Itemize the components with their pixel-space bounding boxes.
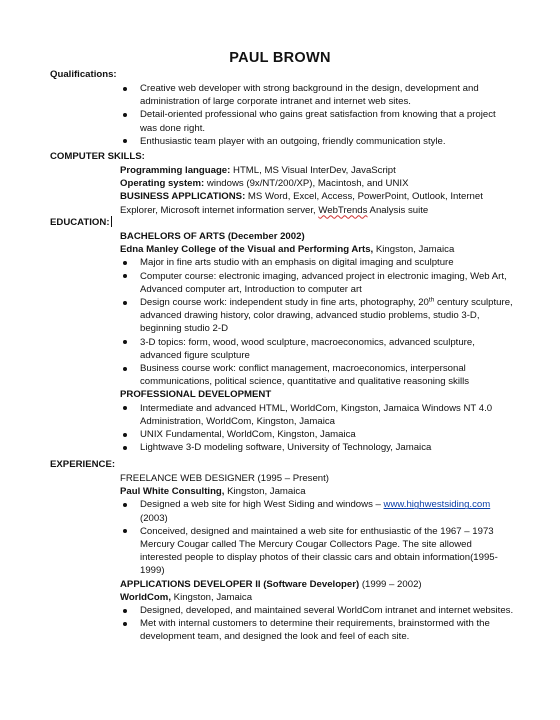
experience-section — [120, 472, 515, 644]
job1-item-year: (2003) — [140, 512, 168, 524]
apps-line — [120, 190, 515, 216]
job-title-dates: (1999 – 2002) — [359, 578, 422, 590]
text-cursor — [111, 216, 112, 227]
job-title — [120, 578, 515, 591]
education-label-text: EDUCATION: — [50, 217, 110, 228]
os-label: Operating system: — [120, 178, 205, 190]
education-section — [120, 230, 515, 454]
programming-line — [120, 164, 515, 177]
qualifications-list — [120, 82, 515, 148]
apps-label: BUSINESS APPLICATIONS: — [120, 191, 246, 203]
list-item: Conceived, designed and maintained a web site for enthusiastic of the 1967 – 1973 Mercury Cougar called The Mercury Cougar Collectors Page. The site allowed interested people to display photos of their classic cars and obtain information(1995-1999) — [120, 525, 515, 578]
list-item: UNIX Fundamental, WorldCom, Kingston, Jamaica — [120, 428, 515, 441]
design-course-text-cont: century sculpture, advanced drawing history, color drawing, advanced studio problems, studio 3-D, beginning studio 2-D — [140, 297, 513, 335]
os-line — [120, 177, 515, 190]
apps-value: MS Word, Excel, Access, PowerPoint, Outlook, Internet Explorer, Microsoft internet information server, — [120, 191, 483, 216]
resume-name: PAUL BROWN — [229, 50, 331, 66]
education-label — [50, 216, 112, 229]
job1-list — [120, 498, 515, 577]
ordinal-suffix: th — [428, 296, 435, 304]
qualifications-label: Qualifications: — [50, 69, 117, 80]
design-course-text: Design course work: independent study in fine arts, photography, 20 — [140, 297, 429, 309]
list-item — [120, 296, 515, 336]
list-item: Enthusiastic team player with an outgoing, friendly communication style. — [120, 135, 515, 148]
professional-development-heading: PROFESSIONAL DEVELOPMENT — [120, 389, 272, 401]
list-item: 3-D topics: form, wood, wood sculpture, macroeconomics, advanced sculpture, advanced figure sculpture — [120, 336, 515, 362]
spellcheck-word: WebTrends — [318, 204, 368, 216]
os-value: windows (9x/NT/200/XP), Macintosh, and UNIX — [204, 178, 409, 190]
school-name: Edna Manley College of the Visual and Performing Arts, — [120, 244, 374, 256]
company-line — [120, 591, 515, 604]
list-item: Computer course: electronic imaging, advanced project in electronic imaging, Web Art, Advanced computer art, Introduction to computer art — [120, 270, 515, 296]
company-line — [120, 485, 515, 498]
list-item: Designed, developed, and maintained several WorldCom intranet and internet websites. — [120, 604, 515, 617]
education-list — [120, 256, 515, 388]
programming-label: Programming language: — [120, 165, 231, 176]
experience-label: EXPERIENCE: — [50, 459, 116, 470]
job-title-text: APPLICATIONS DEVELOPER II (Software Developer) — [120, 578, 360, 590]
apps-tail: Analysis suite — [367, 204, 429, 216]
list-item: Lightwave 3-D modeling software, University of Technology, Jamaica — [120, 441, 515, 454]
list-item: Creative web developer with strong background in the design, development and administration of large corporate intranet and internet web sites. — [120, 82, 515, 108]
job1-item-text: Designed a web site for high West Siding and windows – — [140, 499, 384, 511]
computer-skills-section — [120, 164, 515, 217]
company-name: Paul White Consulting, — [120, 486, 225, 498]
list-item: Met with internal customers to determine their requirements, brainstormed with the development team, and designed the look and feel of each site. — [120, 617, 515, 643]
school-location: Kingston, Jamaica — [373, 244, 455, 256]
company-name: WorldCom, — [120, 591, 171, 603]
job2-list — [120, 604, 515, 644]
qualifications-section — [120, 82, 515, 148]
company-location: Kingston, Jamaica — [171, 591, 253, 603]
company-location: Kingston, Jamaica — [224, 486, 306, 498]
school-line — [120, 243, 515, 256]
list-item: Business course work: conflict management, macroeconomics, interpersonal communications, political science, quantitative and qualitative reasoning skills — [120, 362, 515, 388]
computer-skills-label: COMPUTER SKILLS: — [50, 151, 145, 162]
website-link[interactable]: www.highwestsiding.com — [383, 499, 491, 511]
list-item: Intermediate and advanced HTML, WorldCom, Kingston, Jamaica Windows NT 4.0 Administration, WorldCom, Kingston, Jamaica — [120, 402, 515, 428]
list-item: Detail-oriented professional who gains great satisfaction from knowing that a project was done right. — [120, 108, 515, 134]
degree-heading: BACHELORS OF ARTS (December 2002) — [120, 231, 305, 242]
list-item: Major in fine arts studio with an emphasis on digital imaging and sculpture — [120, 256, 515, 269]
professional-development-list — [120, 402, 515, 455]
list-item — [120, 498, 515, 524]
programming-value: HTML, MS Visual InterDev, JavaScript — [230, 165, 396, 176]
job-title: FREELANCE WEB DESIGNER (1995 – Present) — [120, 473, 329, 484]
